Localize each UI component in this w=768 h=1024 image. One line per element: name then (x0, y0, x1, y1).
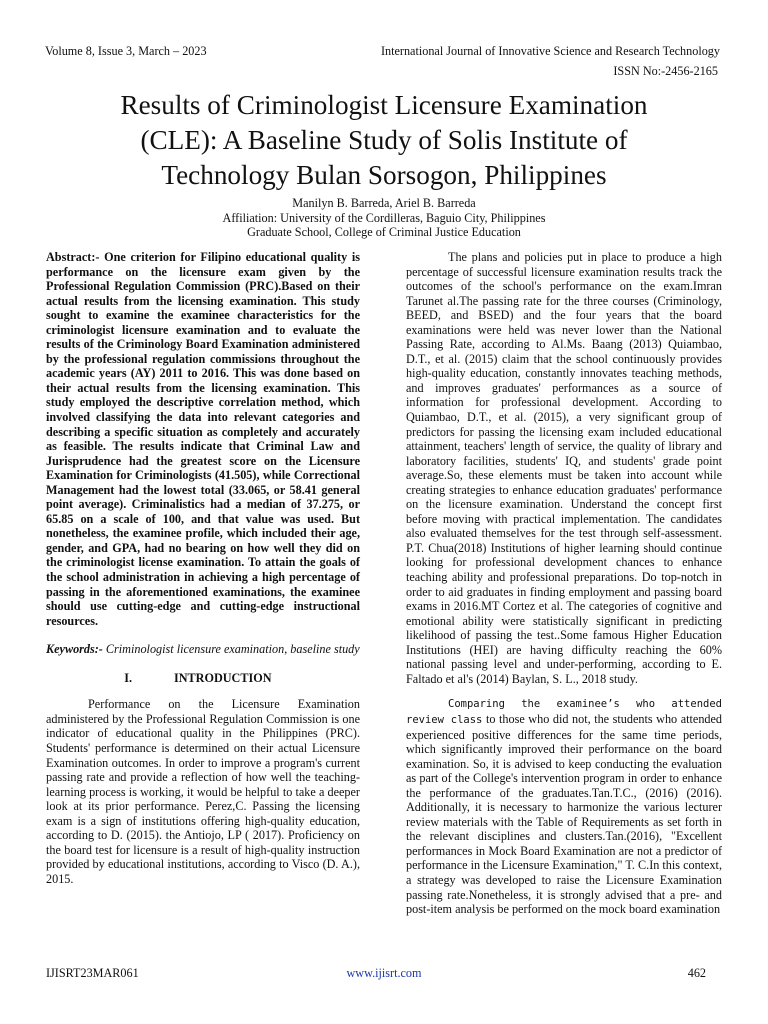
author-block (40, 196, 728, 240)
volume-issue: Volume 8, Issue 3, March – 2023 (45, 44, 207, 58)
page-number: 462 (687, 966, 706, 980)
affiliation: Affiliation: University of the Cordilleras, Baguio City, Philippines (222, 210, 546, 225)
right-column (406, 250, 722, 917)
paragraph-rest: to those who did not, the students who attended experienced positive differences for the same time periods, which significantly improved their performance on the board examination. So, it is advised to keep conducting the evaluation as part of the College's intervention program in order to enhance the performance of the graduates.Tan.T.C., (2016) (2016). Additionally, it is necessary to harmonize the various lecturer review materials with the Table of Requirements as set forth in the relevant disciplines and clusters.Tan.(2016), "Excellent performances in Mock Board Examination are not a predictor of performance in the Licensure Examination," T. C.In this context, a strategy was developed to raise the Licensure Examination passing rate.Nonetheless, it is strongly advised that a pre- and post-item analysis be performed on the mock board examination (406, 711, 723, 917)
footer-url[interactable]: www.ijisrt.com (346, 966, 422, 980)
title-line: (CLE): A Baseline Study of Solis Institute of (140, 125, 628, 155)
intro-paragraph: Performance on the Licensure Examination administered by the Professional Regulation Commission is one indicator of educational quality in the Philippines (PRC). Students' performance is determined on their actual Licensure Examination outcomes. In order to improve a program's current passing rate and provide a reflection of how well the teaching-learning process is working, it would be helpful to take a deeper look at its prior performance. Perez,C. Passing the licensing exam is a sign of institutions offering high-quality education, according to D. (2015). the Antiojo, LP ( 2017). Proficiency on the board test for licensure is a result of high-quality instruction provided by educational institutions, according to Visco (D. A.), 2015. (46, 697, 360, 886)
journal-name: International Journal of Innovative Science and Research Technology (380, 44, 720, 58)
keywords-label: Keywords:- (46, 642, 103, 657)
section-heading (46, 671, 360, 686)
keywords (46, 642, 360, 657)
school: Graduate School, College of Criminal Justice Education (247, 225, 521, 240)
body-paragraph-2 (406, 696, 722, 916)
issn: ISSN No:-2456-2165 (613, 64, 718, 78)
authors: Manilyn B. Barreda, Ariel B. Barreda (292, 196, 476, 210)
footer-code: IJISRT23MAR061 (46, 966, 139, 980)
body-paragraph: The plans and policies put in place to produce a high percentage of successful licensure examination results track the outcomes of the school's performance on the exam.Imran Tarunet al.The passing rate for the three courses (Criminology, BEED, and BSED) and the four years that the board examinations were held was never lower than the National Passing Rate, according to Al.Ms. Baang (2013) Quiambao, D.T., et al. (2015) claim that the school continuously provides high-quality education, constantly innovates teaching methods, and improves graduates' performances as a source of information for professional development. According to Quiambao, D.T., et al. (2015), a very significant group of predictors for passing the licensing exam included educational attainment, teachers' length of service, the quality of library and laboratory facilities, students' IQ, and students' grade point average.So, these elements must be taken into account while creating strategies to enhance education graduates' performance on the licensure examination. Understand the concept first before moving with practical implementation. The candidates also evaluated themselves for the test through self-assessment. P.T. Chua(2018) Institutions of higher learning should continue looking for professional development chances to enhance teaching ability and professional preparations. Do top-notch in order to aid graduates in finding employment and passing board exams in 2016.MT Cortez et al. The categories of cognitive and emotional ability were statistically significant in predicting likelihood of passing the test..Some famous Higher Education Institutions (HEI) are having difficulty reaching the 60% national passing level and under-performing, according to E. Faltado et al's (2014) Baylan, S. L., 2018 study. (406, 250, 722, 686)
paper-title (40, 88, 728, 193)
section-title: INTRODUCTION (174, 670, 272, 685)
section-number: I. (124, 670, 132, 685)
left-column (46, 250, 360, 886)
title-line: Technology Bulan Sorsogon, Philippines (161, 160, 607, 190)
title-line: Results of Criminologist Licensure Examination (120, 90, 648, 120)
paragraph-lead: Comparing the examinee’s who attended review class (406, 698, 722, 726)
abstract: Abstract:- One criterion for Filipino educational quality is performance on the licensure exam given by the Professional Regulation Commission (PRC).Based on their actual results from the licensing examination. This study sought to examine the examinee characteristics for the criminologist licensure examination and to evaluate the results of the Criminology Board Examination administered by the professional regulation commissions throughout the academic years (AY) 2011 to 2016. This was done based on their actual results from the licensing examination. This study employed the descriptive correlation method, which involved classifying the data into relevant categories and describing a specific situation as completely and accurately as feasible. The results indicate that Criminal Law and Jurisprudence had the greatest score on the Licensure Examination for Criminologists (41.505), while Correctional Management had the lowest total (33.065, or 58.41 general point average). Criminalistics had a median of 37.275, or 65.85 on a scale of 100, and that value was used. But nonetheless, the examinee profile, which included their age, gender, and GPA, had no bearing on how well they did on the criminologist license examination. To attain the goals of the school administration in achieving a high percentage of passing in the aforementioned examinations, the examinee should use cutting-edge and cutting-edge instructional resources. (46, 250, 360, 628)
keywords-text: Criminologist licensure examination, baseline study (102, 642, 360, 657)
